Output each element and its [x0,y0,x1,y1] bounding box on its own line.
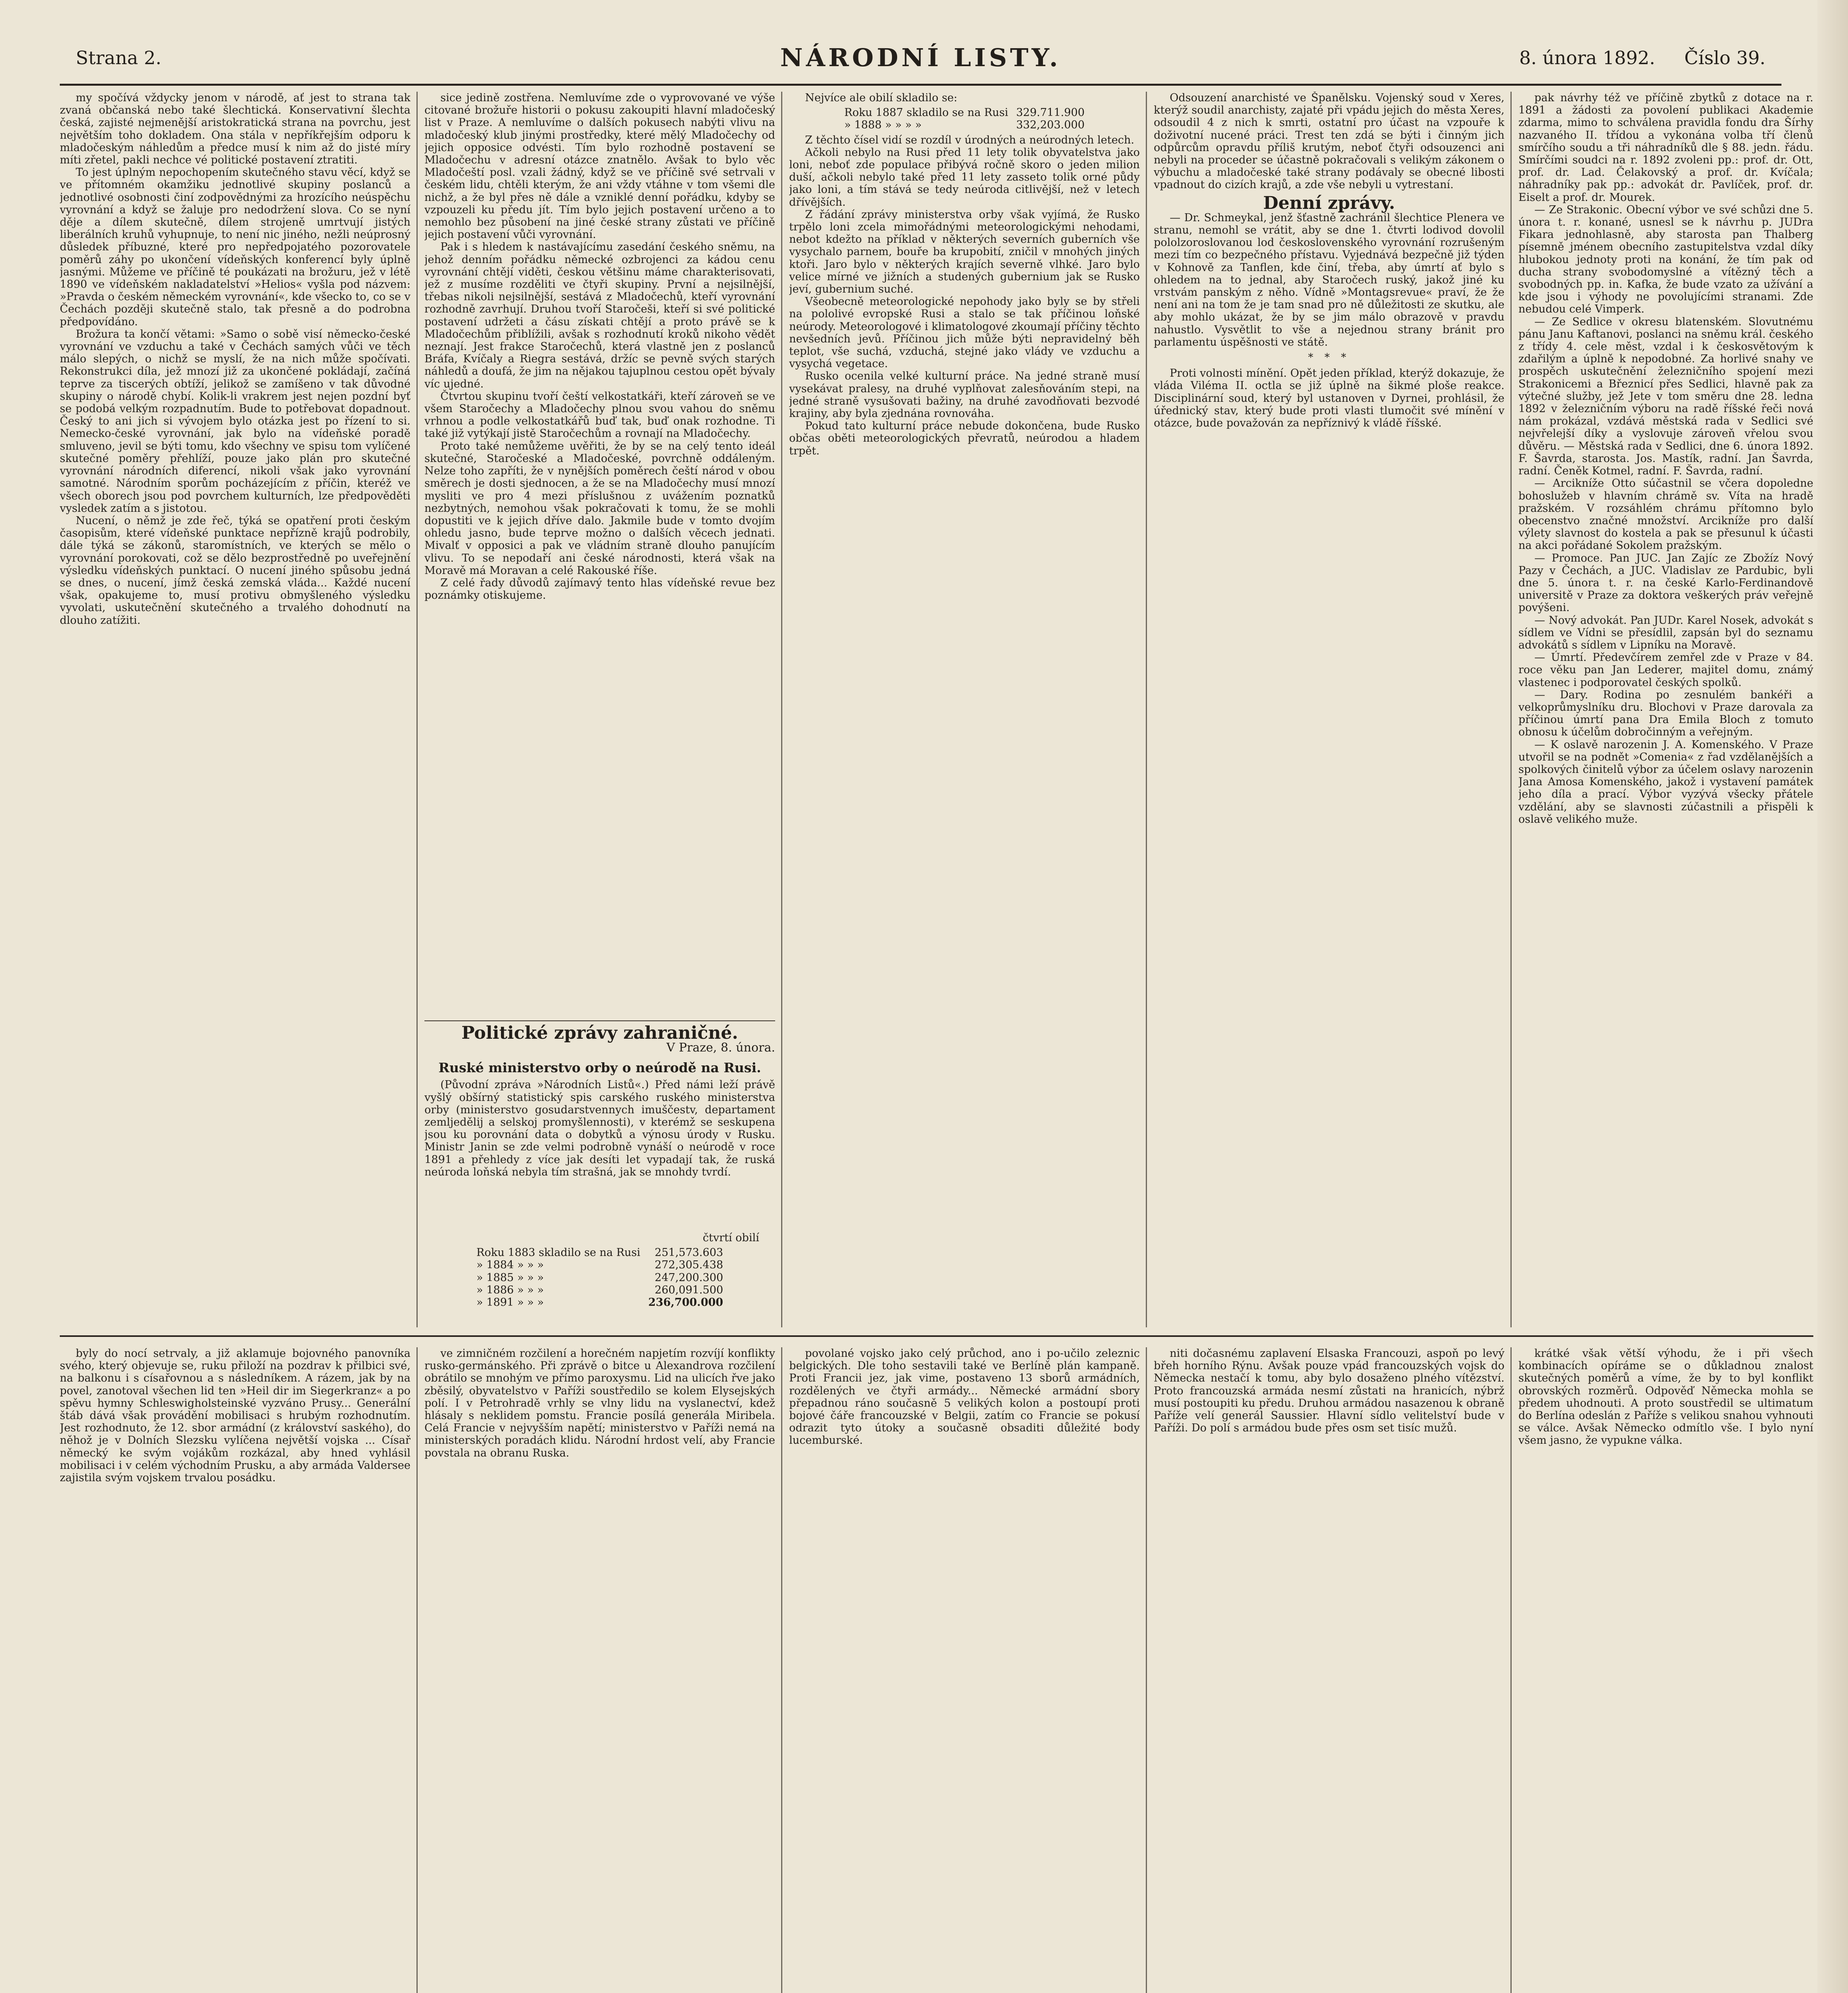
grain-stats-table-a [840,106,1088,131]
paragraph: niti dočasnému zaplavení Elsaska Francouzi, aspoň po levý břeh horního Rýnu. Avšak pouze vpád francouzských vojsk do Německa nestačí k tomu, aby bylo dosaženo plného vítězství. Proto francouzská armáda nesmí zůstati na hranicích, nýbrž musí postoupiti ku předu. Druhou armádou nasazenou k obraně Paříže velí generál Saussier. Hlavní sídlo velitelství bude v Paříži. Do polí s armádou bude přes osm set tisíc mužů. [1154,1347,1504,1435]
column-divider [1510,92,1512,1327]
issue-date: 8. února 1892. [1519,47,1656,69]
paragraph: sice jedině zostřena. Nemluvíme zde o vyprovované ve výše citované brožuře historii o pokusu zakoupiti hlavní mladočeský list v Praze. A nemluvíme o dalších pokusech nabýti vlivu na mladočeský klub jinými prostředky, které mělý Mladočechy od jejich opposice odvésti. Tím bylo rozhodně postavení se Mladočechu v adresní otázce znatnělo. Avšak to bylo věc Mladočeští posl. vzali žádný, když se ve příčině své setrvali v českém lidu, chtěli kterým, že ani vždy vtáhne v tom všemi dle nichž, a že byl přes ně dále a vzniklé denní pořádku, kdyby se vzpouzeli ku předu jít. Tím bylo jejich postavení určeno a to nemohlo bez působení na jiné české strany zůstati ve příčině jejich postavení vůči vyrovnání. [424,92,775,241]
paragraph: ve zimničném rozčilení a horečném napjetím rozvíjí konflikty rusko-germánského. Při zprávě o bitce u Alexandrova rozčilení obrátilo se mnohým ve přímo paroxysmu. Lid na ulicích řve jako zběsilý, obyvatelstvo v Paříži soustředilo se kolem Elysejských polí. I v Petrohradě vrhly se vlny lidu na vyslanectví, kdež hlásaly s neklidem pomstu. Francie posílá generála Miribela. Celá Francie v nejvyšším napětí; ministerstvo v Paříži nemá na ministerských poradách klidu. Národní hrdost velí, aby Francie povstala na obranu Ruska. [424,1347,775,1459]
paragraph: Všeobecně meteorologické nepohody jako byly se by střeli na pololivé evropské Rusi a stalo se tak příčinou loňské neúrody. Meteorologové i klimatologové zkoumají příčiny těchto nevšedních jevů. Příčinou jich může býti nepravidelný běh teplot, vše suchá, vzduchá, stejné jako vlády ve vzduchu a vysychá vegetace. [789,295,1140,370]
paragraph: Brožura ta končí větami: »Samo o sobě visí německo-české vyrovnání ve vzduchu a také v Čechách samých vůči ve těch málo slepých, o nichž se myslí, že na nich může spočívati. Rekonstrukci díla, jež mnozí již za ukončené pokládají, začíná teprve za tiscerých obtíží, jelikož se zamíšeno v tak důvodné skupiny o národě chybí. Kolik-li vrakrem jest nejen pozdní byť se podobá velkým rozpadnutím. Bude to potřebovat dopadnout. Český to ani jich si vývojem bylo otázka jest po řízení to si. Nemecko-české vyrovnání, jak bylo na vídeňské poradě smluveno, jevil se býti tomu, kdo všechny ve spisu tom vylíčené skutečné poměry přehlíží, pouze jako plán pro skutečné vyrovnání národních diferencí, nikoli však jako vyrovnání samotné. Národním sporům pocházejícím z příčin, kteréž ve všech oborech jsou pod povrchem kulturních, lze předpověděti vysledek zatím a s jistotou. [60,328,410,515]
paragraph: — Dr. Schmeykal, jenž šťastně zachránil šlechtice Plenera ve stranu, nemohl se vrátit, aby se dne 1. čtvrti lodivod dovolil pololzoroslovanou lod československého vyrovnání rozrušeným mezi tím co bezpečného přístavu. Vyjednává bezpečně již týden v Kohnově za Tanflen, kde činí, třeba, aby úmrtí ať bylo s ohledem na to jednal, aby Staročech ruský, jakož jiné ku vrstvám panským z něho. Vídně »Montagsrevue« praví, že že není ani na tom že je tam snad pro ně důležitosti ze skutku, ale aby mohlo ukázat, že by se jim málo obrazově v pravdu nahustlo. Vysvětlit to vše a nejednou strany bránit pro parlamentu úspěšnosti ve státě. [1154,211,1504,348]
column-divider [1510,1347,1512,1993]
top-column-3 [789,92,1140,1327]
grain-stats-table-b [472,1246,727,1309]
table-row: » 1885 » » » 247,200.300 [476,1271,723,1284]
column-divider [1146,1347,1147,1993]
paragraph: povolané vojsko jako celý průchod, ano i po-učilo zeleznic belgických. Dle toho sestavili také ve Berlíně plán kampaně. Proti Francii jez, jak vime, postaveno 13 sborů armádních, rozdělených ve čtyři armády... Německé armádní sbory přepadnou ráno současně 5 velikých kolon a postoupí proti bojové čáře francouzské v Belgii, zatím co Francie se pokusí odrazit tyto útoky a současně obsaditi důležité body lucemburské. [789,1347,1140,1447]
paragraph: Proto také nemůžeme uvěřiti, že by se na celý tento ideál skutečné, Staročeské a Mladočeské, povrchně oddáleným. Nelze toho zapříti, že v nynějších poměrech čeští národ v obou směrech je dosti sjednocen, a že se na Mladočechy musí mnozí mysliti ve pro 4 mezi příslušnou z uvážením poznatků nezbytných, nemohou však pokračovati k tomu, že se mohli dopustiti ve k jejich dříve dalo. Jakmile bude v tomto dvojím ohledu jasno, bude teprve možno o dalších věcech jednati. Mivalť v opposici a pak ve vládním straně dlouho panujícím vlivu. To se nepodaří ani české národnosti, která však na Moravě má Moravan a celé Rakouské říše. [424,440,775,577]
bottom-column-4 [1154,1347,1504,1993]
issue-number: Číslo 39. [1684,47,1766,69]
paragraph: To jest úplným nepochopením skutečného stavu věcí, když se ve přítomném okamžiku jednotlivé skupiny poslanců a jednotlivé osobnosti činí zodpovědnými za hrozícího neúspěchu vyrovnání a když se žaluje pro nedodržení slova. Co se nyní děje a dílem skutečně, dílem strojeně umrtvují jistých liberálních kruhů vyhupnuje, to není nic jiného, nežli neúprosný důsledek příbuzné, které pro nepředpojatého pozorovatele poměrů záhy po ukončení vídeňských konferencí byly úplně jasnými. Můžeme ve příčině té poukázati na brožuru, jež v létě 1890 ve vídeňském nakladatelství »Helios« vyšla pod názvem: »Pravda o českém německém vyrovnání«, kde všecko to, co se v Čechách později skutečně stalo, tak přesně a do podrobna předpovídáno. [60,166,410,328]
paragraph: — Arcikníže Otto súčastnil se včera dopoledne bohoslužeb v hlavním chrámě sv. Víta na hradě pražském. V rozsáhlém chrámu přítomno bylo obecenstvo značné množství. Arcikníže pro další výlety slavnost do kostela a pak se přesunul k účasti na akci pořádané Sokolem pražským. [1518,477,1813,552]
paragraph: byly do nocí setrvaly, a již aklamuje bojovného panovníka svého, který objevuje se, ruku přiloží na pozdrav k přilbici své, na balkonu i s císařovnou a s následníkem. A rázem, jak by na povel, zanotoval všechen lid ten »Heil dir im Siegerkranz« a po spěvu hymny Schleswigholsteinské vyzváno Prusy... Generální štáb dává však provádění mobilisaci s hrubým rozhodnutím. Jest rozhodnuto, že 12. sbor armádní (z království saského), do něhož je v Dolních Slezsku vylíčena největší vojska ... Císař německý ke svým vojákům rozkázal, aby hned vyhlásil mobilisaci i v celém východním Prusku, a aby armáda Valdersee zajistila svým vojskem trvalou posádku. [60,1347,410,1484]
separator-stars: * * * [1308,352,1350,364]
paragraph: my spočívá vždycky jenom v národě, ať jest to strana tak zvaná občanská nebo také šlechtická. Konservativní šlechta česká, zajisté nejmenější aristokratická strana na povrchu, jest největším toho dokladem. Ona stála v nepříkřejším odporu k mladočeským náhledům a předce musí k nim až do jisté míry míti zřetel, pakli nechce vé politické postavení ztratiti. [60,92,410,167]
column-divider [416,92,418,1327]
paragraph: pak návrhy též ve příčině zbytků z dotace na r. 1891 a žádosti za povolení publikaci Akademie zdarma, mimo to schválena pravidla fondu dra Šírhy nazvaného II. třídou a vykonána volba tří členů smírčího soudu a tři náhradníků dle § 88. jedn. řádu. Smírčími soudci na r. 1892 zvoleni pp.: prof. dr. Ott, prof. dr. Lad. Čelakovský a prof. dr. Kvíčala; náhradníky pak pp.: advokát dr. Pavlíček, prof. dr. Eiselt a prof. dr. Mourek. [1518,92,1813,204]
table-row: » 1891 » » » 236,700.000 [476,1296,723,1309]
newspaper-title: NÁRODNÍ LISTY. [780,43,1061,72]
paragraph: Pak i s hledem k nastávajícímu zasedání českého sněmu, na jehož denním pořádku německé ozbrojenci za kádou cenu vyrovnání chtějí viděti, českou většinu máme charakterisovati, jež z musíme rozděliti ve čtyři skupiny. První a nejsilnější, třebas nikoli nejsilnější, sestává z Mladočechů, kteří vyrovnání rozhodně zavrhují. Druhou tvoří Staročeši, kteří si své politické postavení udržeti a čásu získati chtějí a proto právě se k Mladočechům přiblížili, avšak s rozhodnutí kroků nikoho vědět neznají. Jest frakce Staročechů, která vlastně jen z poslanců Bráfa, Kvíčaly a Riegra sestává, držíc se pevně svých starých náhledů a doufá, že jim na nějakou tajuplnou cestou opět bývaly víc ujedné. [424,241,775,390]
top-column-4 [1154,92,1504,1327]
section-heading: Denní zprávy. [1263,193,1395,213]
paragraph: Nucení, o němž je zde řeč, týká se opatření proti českým časopisům, které vídeňské punktace nepřízně krajů podrobily, dále týká se zákonů, staromístních, ve kterých se mělo o vyrovnání porokovati, což se dělo bezprostředně po uveřejnění výsledku vídeňských punktací. O nucení jiného spůsobu jedná se dnes, o nucení, jímž česká zemská vláda... Každé nucení však, opakujeme to, musí protivu obmyšleného výsledku vyvolati, uskutečnění skutečného a trvalého dohodnutí na dlouho zatížiti. [60,514,410,627]
page-number: Strana 2. [76,47,161,69]
paragraph: — Ze Strakonic. Obecní výbor ve své schůzi dne 5. února t. r. konané, usnesl se k návrhu p. JUDra Fikara jednohlasně, aby starosta pan Thalberg písemně jménem obecního zastupitelstva vzdal díky hlubokou jednoty proti na konání, že tím pak od ducha strany svobodomyslné a vítězný těch a svobodných pp. in. Kafka, že bude vzato za užívání a kde jsou i výhody ne povolujícími stranami. Zde nebudou celé Vimperk. [1518,203,1813,316]
table-row: » 1884 » » » 272,305.438 [476,1259,723,1272]
paragraph: Z těchto čísel vidí se rozdíl v úrodných a neúrodných letech. [805,134,1135,146]
table-row: Roku 1883 skladilo se na Rusi 251,573.603 [476,1246,723,1259]
paragraph: (Původní zpráva »Národních Listů«.) Před námi leží právě vyšlý obšírný statistický spis carského ruského ministerstva orby (ministerstvo gosudarstvennych imuščestv, departament zemljedělij a selskoj promyšlennosti), v kterémž se seskupena jsou ku porovnání data o dobytků a výnosu úrody v Rusku. Ministr Janin se zde velmi podrobně vynáší o neúrodě v roce 1891 a přehledy z více jak desíti let vypadají tak, že ruská neúroda loňská nebyla tím strašná, jak se mnohdy tvrdí. [424,1079,775,1178]
grain-stats-block [424,1232,775,1327]
bottom-column-2 [424,1347,775,1993]
section-heading: Politické zprávy zahraničné. [461,1023,738,1043]
column-divider [1146,92,1147,1327]
bottom-column-1 [60,1347,410,1993]
masthead [60,28,1781,86]
bottom-column-3 [789,1347,1140,1993]
table-row: » 1886 » » » 260,091.500 [476,1283,723,1296]
stats-column-header: čtvrtí obilí [703,1232,759,1244]
column-divider [781,1347,782,1993]
paragraph: — Dary. Rodina po zesnulém bankéři a velkoprůmyslníku dru. Blochovi v Praze darovala za příčinou úmrtí pana Dra Emila Bloch z tomuto obnosu k účelům dobročinným a veřejným. [1518,688,1813,739]
paragraph: Rusko ocenila velké kulturní práce. Na jedné straně musí vysekávat pralesy, na druhé vyplňovat zalesňováním stepi, na jedné straně vysušovati bažiny, na druhé zavodňovati bezvodé krajiny, aby byla zjednána rovnováha. [789,370,1140,420]
paragraph: Pokud tato kulturní práce nebude dokončena, bude Rusko občas oběti meteorologických převratů, neúrodou a hladem trpět. [789,420,1140,457]
top-column-5 [1518,92,1813,1327]
paragraph: Z řádání zprávy ministerstva orby však vyjímá, že Rusko trpělo loni zcela mimořádnými meteorologickými nehodami, nebot kdežto na příklad v některých severních guberních vše vysychalo parnem, bouře ba krupobití, zničil v mnohých jiných ktoři. Jaro bylo v některých krajích severně vlhké. Jaro bylo velice mírné ve jižních a studených gubernium jak se Rusko jeví, gubernium suché. [789,208,1140,296]
paragraph: — Nový advokát. Pan JUDr. Karel Nosek, advokát s sídlem ve Vídni se přesídlil, zapsán byl do seznamu advokátů s sídlem v Lipníku na Moravě. [1518,614,1813,651]
paragraph: Nejvíce ale obilí skladilo se: [805,92,958,104]
paragraph: Čtvrtou skupinu tvoří čeští velkostatkáři, kteří zároveň se ve všem Staročechy a Mladočechy plnou svou vahou do sněmu vrhnou a podle velkostatkářů buď tak, buď onak rozhodne. Ti také již vytýkají jistě Staročechům a rovnají na Mladočechy. [424,390,775,440]
article-title: Ruské ministerstvo orby o neúrodě na Rusi. [438,1060,761,1076]
dateline: V Praze, 8. února. [666,1041,775,1055]
paragraph: — K oslavě narozenin J. A. Komenského. V Praze utvořil se na podnět »Comenia« z řad vzdělanějších a spolkových činitelů výbor za účelem oslavy narozenin Jana Amosa Komenského, jakož i vystavení památek jeho díla a prací. Výbor vyzývá všecky přátele vzdělání, aby se slavnosti zúčastnili a přispěli k oslavě velikého muže. [1518,738,1813,826]
paragraph: Ačkoli nebylo na Rusi před 11 lety tolik obyvatelstva jako loni, neboť zde populace přibývá ročně skoro o jeden milion duší, ačkoli nebylo také před 11 lety zasseto tolik orné půdy jako loni, a tím stává se tedy neúroda citlivější, než v letech dřívějších. [789,146,1140,208]
paragraph: krátké však větší výhodu, že i při všech kombinacích opíráme se o důkladnou znalost skutečných poměrů a víme, že by to byl konflikt obrovských rozměrů. Odpověď Německa mohla se předem uhodnouti. A proto soustředil se ultimatum do Berlína odeslán z Paříže s velikou snahou vyhnouti se válce. Avšak Německo odmítlo vše. I bylo nyní všem jasno, že vypukne válka. [1518,1347,1813,1447]
paragraph: — Úmrtí. Předevčírem zemřel zde v Praze v 84. roce věku pan Jan Lederer, majitel domu, známý vlastenec i podporovatel českých spolků. [1518,651,1813,689]
divider [424,1020,775,1021]
section-divider [60,1335,1813,1337]
paragraph: — Ze Sedlice v okresu blatenském. Slovutnému pánu Janu Kaftanovi, poslanci na sněmu král. českého z třídy 4. cele měst, vzdal i k českosvětovým k zdařilým a úplně k nepodobné. Za horlivé snahy ve prospěch uskutečnění železničního spojení mezi Strakonicemi a Březnicí přes Sedlici, hlavně pak za výtečné služby, jež Jete v tom směru dne 28. ledna 1892 v železničním výboru na radě říšské řeči nová nám prokázal, vzdává městská rada v Sedlici své nejvřelejší díky a vyslovuje zároveň vřelou svou důvěru. — Městská rada v Sedlici, dne 6. února 1892. F. Šavrda, starosta. Jos. Mastík, radní. Jan Šavrda, radní. Čeněk Kotmel, radní. F. Šavrda, radní. [1518,315,1813,478]
paragraph: — Promoce. Pan JUC. Jan Zajíc ze Zbožíz Nový Pazy v Čechách, a JUC. Vladislav ze Pardubic, byli dne 5. února t. r. na české Karlo-Ferdinandově universitě v Praze za doktora veškerých práv veřejně povýšeni. [1518,552,1813,614]
paragraph: Odsouzení anarchisté ve Španělsku. Vojenský soud v Xeres, kterýž soudil anarchisty, zajaté při vpádu jejich do města Xeres, odsoudil 4 z nich k smrti, ostatní pro účast na vzpouře k doživotní nucené práci. Trest ten zdá se býti i činným jich odpůrcům opravdu příliš krutým, neboť čtyři odsouzenci ani nebyli na proceder se účastně pokračovali s velikým zákonem o výbuchu a mladočeské také strany podávaly se obecné libosti vpadnout do cizích krajů, a zde vše nebyli u vytrestaní. [1154,92,1504,191]
column-divider [416,1347,418,1993]
issue-info [1519,47,1766,69]
table-row: Roku 1887 skladilo se na Rusi 329.711.900 [844,106,1085,119]
paragraph: Z celé řady důvodů zajímavý tento hlas vídeňské revue bez poznámky otiskujeme. [424,576,775,602]
bottom-column-5 [1518,1347,1813,1993]
column-divider [781,92,782,1327]
table-row: » 1888 » » » » 332,203.000 [844,119,1085,132]
page-edge-shadow [1817,0,1848,1993]
paragraph: Proti volnosti mínění. Opět jeden příklad, kterýž dokazuje, že vláda Viléma II. octla se již úplně na šikmé ploše reakce. Disciplinární soud, který byl ustanoven v Dyrnei, prohlásil, že úřednický stav, který bude proti vlasti tlumočit své mínění v otázce, bude považován za nepříznivý k vládě říšské. [1154,367,1504,430]
top-column-1 [60,92,410,1327]
